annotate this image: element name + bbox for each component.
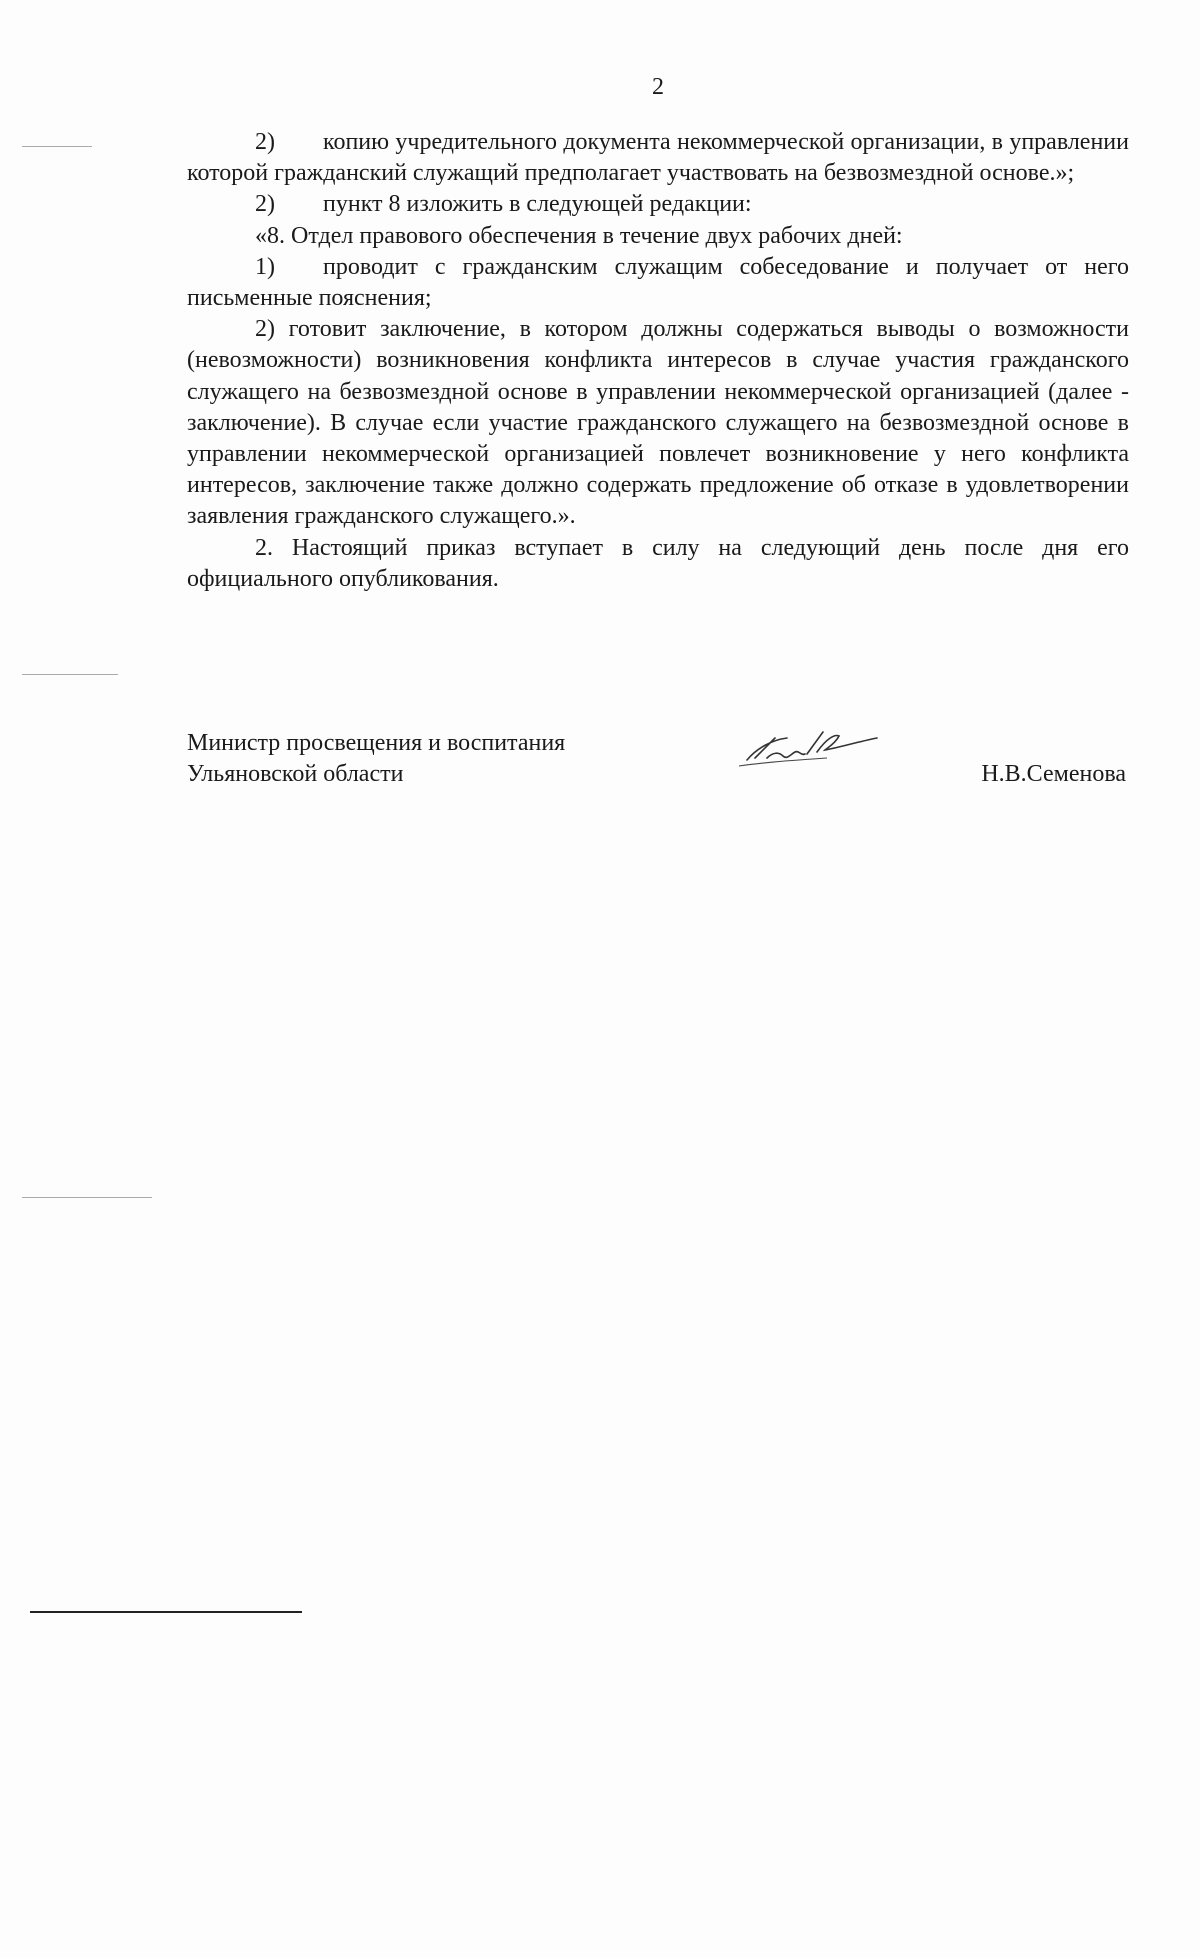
page-number: 2 bbox=[652, 74, 664, 100]
paragraph-item-2-point-8 bbox=[187, 189, 1129, 220]
paragraph-subitem-2: 2) готовит заключение, в котором должны содержаться выводы о возможности (невозможности) возникновения конфликта интересов в случае участия гражданского служащего на безвозмездной основе в управлении некоммерческой организацией (далее - заключение). В случае если участие гражданского служащего на безвозмездной основе в управлении некоммерческой организацией повлечет возникновение у него конфликта интересов, заключение также должно содержать предложение об отказе в удовлетворении заявления гражданского служащего.». bbox=[187, 316, 1129, 530]
paragraph-subitem-1 bbox=[187, 252, 1129, 314]
paragraph-point-8-heading: «8. Отдел правового обеспечения в течение двух рабочих дней: bbox=[255, 222, 903, 249]
scan-artifact bbox=[22, 674, 118, 675]
item-number: 1) bbox=[255, 253, 275, 280]
paragraph-effective-date: 2. Настоящий приказ вступает в силу на следующий день после дня его официального опубликования. bbox=[187, 534, 1129, 592]
paragraph-item-2-document-copy bbox=[187, 127, 1129, 189]
divider-line bbox=[30, 1611, 302, 1613]
paragraph-text: пункт 8 изложить в следующей редакции: bbox=[323, 191, 752, 218]
document-body bbox=[187, 127, 1129, 595]
paragraph-text: копию учредительного документа некоммерческой организации, в управлении которой гражданский служащий предполагает участвовать на безвозмездной основе.»; bbox=[187, 129, 1129, 187]
signature-block bbox=[187, 728, 1129, 798]
signatory-position bbox=[187, 728, 687, 790]
item-number: 2) bbox=[255, 129, 275, 155]
position-line-1: Министр просвещения и воспитания bbox=[187, 730, 566, 756]
position-line-2: Ульяновской области bbox=[187, 761, 404, 788]
signatory-name: Н.В.Семенова bbox=[981, 761, 1126, 787]
handwritten-signature bbox=[727, 718, 897, 778]
item-number: 2) bbox=[255, 191, 275, 218]
scan-artifact bbox=[22, 1197, 152, 1198]
paragraph-text: проводит с гражданским служащим собеседование и получает от него письменные пояснения; bbox=[187, 253, 1129, 312]
scan-artifact bbox=[22, 146, 92, 147]
